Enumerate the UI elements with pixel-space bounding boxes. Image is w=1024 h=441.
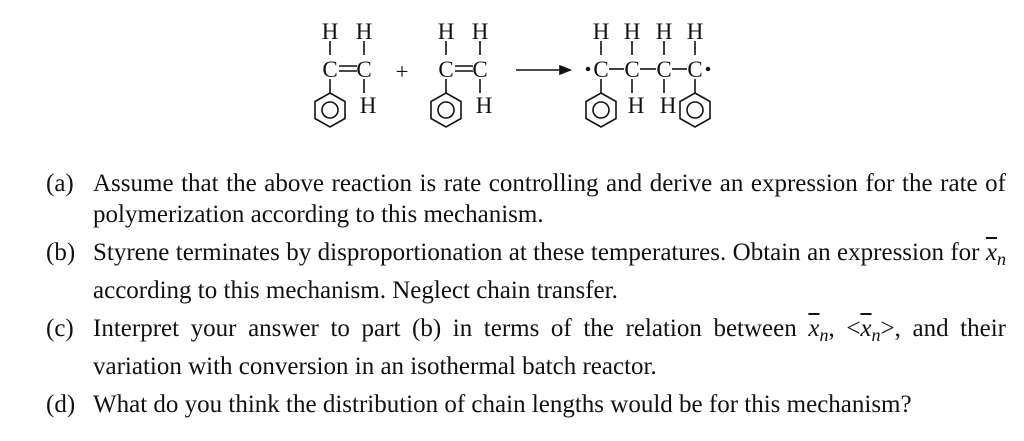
atom-c: C [472, 57, 488, 82]
subscript-n: n [819, 325, 829, 345]
atom-h: H [686, 19, 704, 44]
xbar-symbol: $\overline{x}$ [860, 315, 872, 342]
atom-c: C [356, 57, 372, 82]
xbar-symbol: $\overline{x}$ [985, 239, 997, 266]
reaction-scheme [0, 0, 1024, 160]
question-label: (a) [46, 170, 74, 197]
atom-c: C [656, 57, 672, 82]
xbar-symbol: $\overline{x}$ [808, 315, 820, 342]
question-label: (d) [46, 391, 76, 418]
atom-h: H [471, 19, 489, 44]
atom-h: H [627, 93, 645, 118]
radical-dot [586, 67, 590, 71]
question-label: (c) [46, 315, 74, 342]
atom-h: H [655, 19, 673, 44]
question-d [46, 389, 1006, 420]
subscript-n: n [871, 325, 881, 345]
atom-c: C [593, 57, 609, 82]
atom-h: H [321, 19, 339, 44]
atom-h: H [623, 19, 641, 44]
diradical-dimer [586, 41, 710, 127]
atom-h: H [437, 19, 455, 44]
question-text: What do you think the distribution of chain lengths would be for this mechanism? [93, 391, 912, 418]
question-text: Styrene terminates by disproportionation at these temperatures. Obtain an expression for $\overline{x}_n$ according to this mechanism. Neglect chain transfer. [93, 239, 1006, 304]
styrene-monomer-1 [315, 41, 364, 127]
question-label: (b) [46, 239, 76, 266]
atom-c: C [624, 57, 640, 82]
atom-h: H [475, 93, 493, 118]
question-b [46, 237, 1006, 306]
atom-h: H [659, 93, 677, 118]
atom-h: H [592, 19, 610, 44]
atom-c: C [438, 57, 454, 82]
plus-sign: + [395, 59, 409, 84]
question-c [46, 313, 1006, 382]
question-text: Interpret your answer to part (b) in terms of the relation between $\overline{x}_n$, $<\overline{x}_n>$, and their variation with conversion in an isothermal batch reactor. [93, 315, 1006, 380]
atom-h: H [355, 19, 373, 44]
radical-dot [706, 67, 710, 71]
question-text: Assume that the above reaction is rate controlling and derive an expression for the rate of polymerization according to this mechanism. [93, 170, 1006, 228]
atom-c: C [322, 57, 338, 82]
subscript-n: n [997, 249, 1006, 269]
reaction-arrow [516, 66, 570, 74]
question-a [46, 168, 1006, 230]
atom-h: H [359, 93, 377, 118]
question-list [46, 168, 1006, 427]
atom-c: C [687, 57, 703, 82]
styrene-monomer-2 [431, 41, 480, 127]
